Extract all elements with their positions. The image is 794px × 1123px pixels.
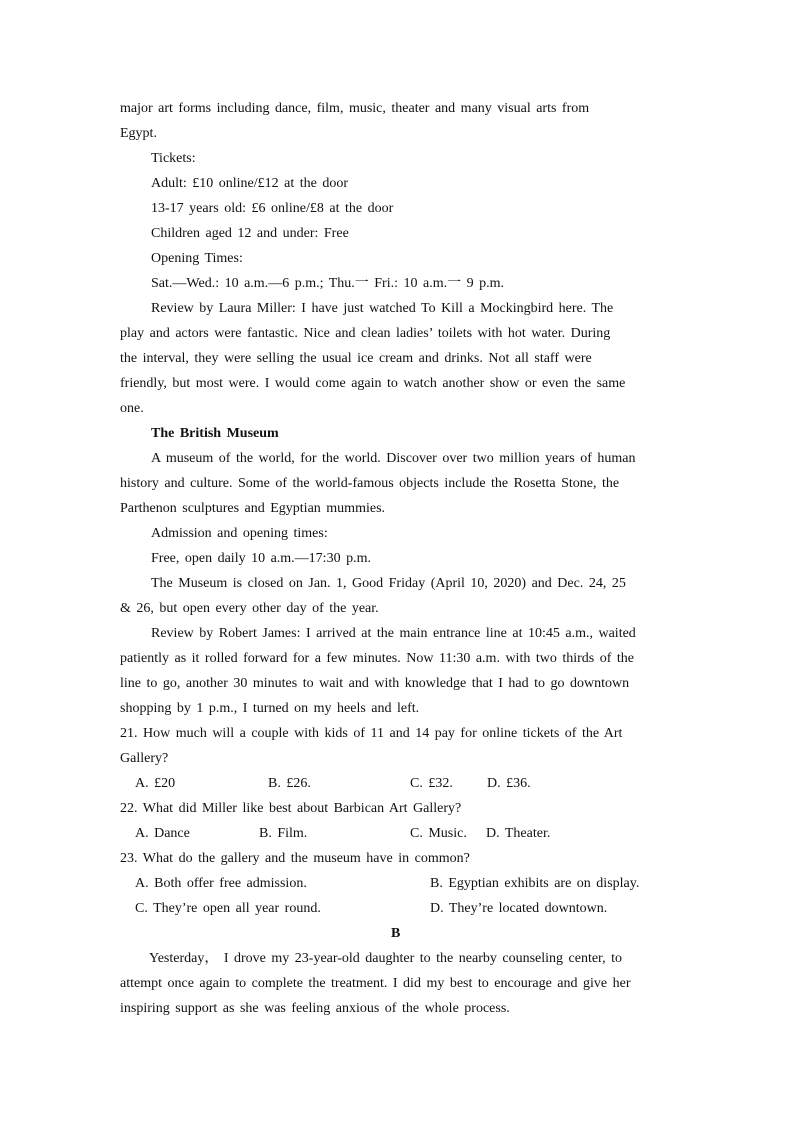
section-b-line: attempt once again to complete the treatment. I did my best to encourage and give her xyxy=(120,976,631,991)
question-21-stem: Gallery? xyxy=(120,751,169,766)
ticket-teen: 13-17 years old: £6 online/£8 at the door xyxy=(151,201,394,216)
museum-desc-line: Parthenon sculptures and Egyptian mummies. xyxy=(120,501,386,516)
review-line: one. xyxy=(120,401,144,416)
q23-option-d: D. They’re located downtown. xyxy=(430,901,608,916)
section-b-line: inspiring support as she was feeling anxious of the whole process. xyxy=(120,1001,510,1016)
ticket-adult: Adult: £10 online/£12 at the door xyxy=(151,176,349,191)
review-line: patiently as it rolled forward for a few minutes. Now 11:30 a.m. with two thirds of the xyxy=(120,651,634,666)
review-line: friendly, but most were. I would come again to watch another show or even the same xyxy=(120,376,626,391)
admission-hours: Free, open daily 10 a.m.—17:30 p.m. xyxy=(151,551,371,566)
review-line: play and actors were fantastic. Nice and clean ladies’ toilets with hot water. During xyxy=(120,326,611,341)
section-b-heading: B xyxy=(391,926,401,941)
q21-option-d: D. £36. xyxy=(487,776,531,791)
section-b-line: Yesterday， I drove my 23-year-old daughter to the nearby counseling center, to xyxy=(149,951,623,966)
question-23-stem: 23. What do the gallery and the museum have in common? xyxy=(120,851,470,866)
q22-option-a: A. Dance xyxy=(135,826,190,841)
q21-option-b: B. £26. xyxy=(268,776,311,791)
opening-hours: Sat.—Wed.: 10 a.m.—6 p.m.; Thu.一 Fri.: 10 a.m.一 9 p.m. xyxy=(151,276,504,291)
q22-option-b: B. Film. xyxy=(259,826,308,841)
museum-title: The British Museum xyxy=(151,426,279,441)
q23-option-c: C. They’re open all year round. xyxy=(135,901,321,916)
review-line: Review by Robert James: I arrived at the main entrance line at 10:45 a.m., waited xyxy=(151,626,636,641)
admission-heading: Admission and opening times: xyxy=(151,526,328,541)
review-line: line to go, another 30 minutes to wait and with knowledge that I had to go downtown xyxy=(120,676,630,691)
tickets-heading: Tickets: xyxy=(151,151,196,166)
closed-line: & 26, but open every other day of the year. xyxy=(120,601,379,616)
q21-option-c: C. £32. xyxy=(410,776,453,791)
question-22-stem: 22. What did Miller like best about Barbican Art Gallery? xyxy=(120,801,462,816)
q23-option-b: B. Egyptian exhibits are on display. xyxy=(430,876,640,891)
museum-desc-line: A museum of the world, for the world. Discover over two million years of human xyxy=(151,451,636,466)
q23-option-a: A. Both offer free admission. xyxy=(135,876,307,891)
review-line: Review by Laura Miller: I have just watched To Kill a Mockingbird here. The xyxy=(151,301,614,316)
closed-line: The Museum is closed on Jan. 1, Good Friday (April 10, 2020) and Dec. 24, 25 xyxy=(151,576,626,591)
opening-heading: Opening Times: xyxy=(151,251,243,266)
question-21-stem: 21. How much will a couple with kids of 11 and 14 pay for online tickets of the Art xyxy=(120,726,623,741)
q22-option-c: C. Music. xyxy=(410,826,467,841)
ticket-children: Children aged 12 and under: Free xyxy=(151,226,349,241)
paragraph-line: major art forms including dance, film, music, theater and many visual arts from xyxy=(120,101,590,116)
review-line: the interval, they were selling the usual ice cream and drinks. Not all staff were xyxy=(120,351,592,366)
q22-option-d: D. Theater. xyxy=(486,826,551,841)
museum-desc-line: history and culture. Some of the world-famous objects include the Rosetta Stone, the xyxy=(120,476,620,491)
paragraph-line: Egypt. xyxy=(120,126,157,141)
q21-option-a: A. £20 xyxy=(135,776,176,791)
review-line: shopping by 1 p.m., I turned on my heels and left. xyxy=(120,701,420,716)
